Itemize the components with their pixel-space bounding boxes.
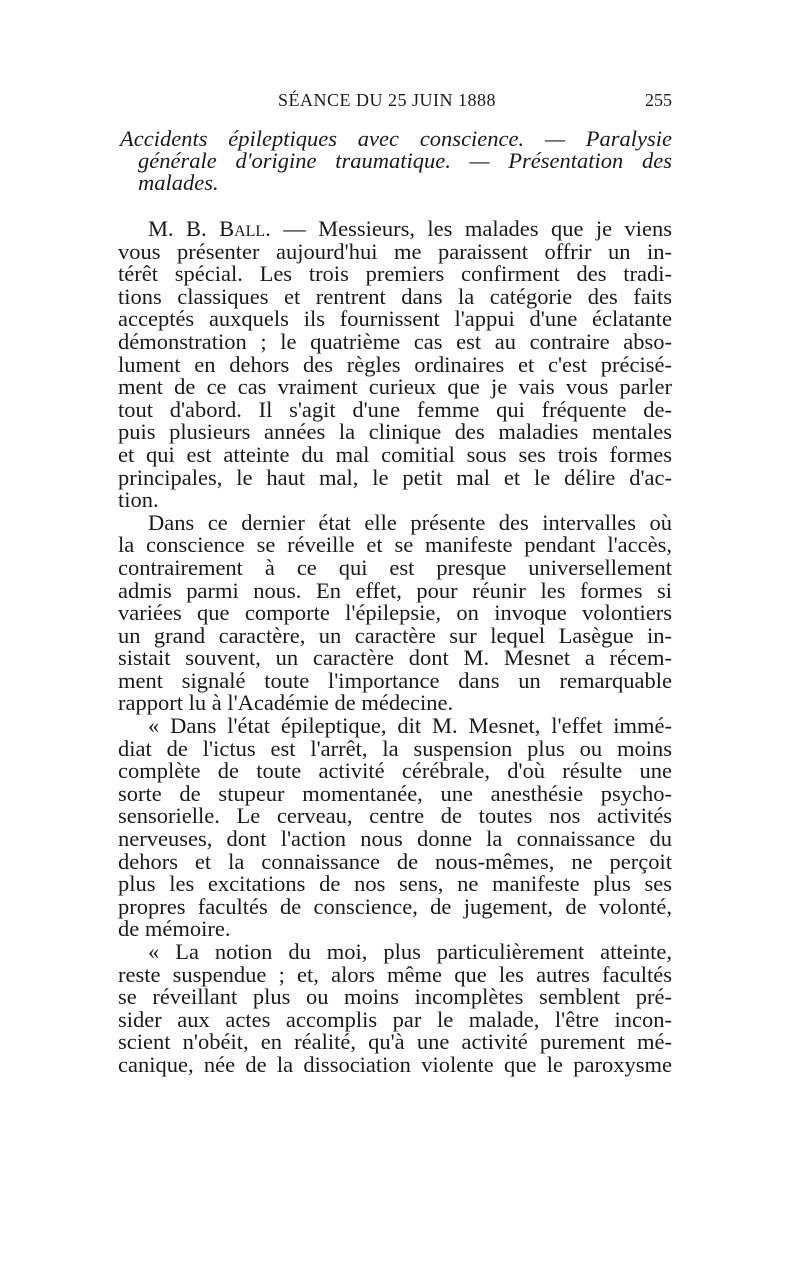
running-head-title: SÉANCE DU 25 JUIN 1888	[278, 90, 496, 110]
text-line: M. B. Ball. — Messieurs, les malades que je viens	[148, 216, 673, 241]
text-line: « La notion du moi, plus particulièrement atteinte,	[148, 939, 672, 964]
section-title-line: générale d'origine traumatique. — Présentation des	[138, 148, 672, 173]
text-line: complète de toute activité cérébrale, d'où résulte une	[118, 758, 672, 784]
section-title-line: malades.	[138, 170, 219, 195]
text-line: se réveillant plus ou moins incomplètes semblent pré-	[118, 984, 672, 1010]
page-number: 255	[645, 90, 672, 110]
text-line: tion.	[118, 487, 159, 513]
text-line: admis parmi nous. En effet, pour réunir les formes si	[118, 577, 672, 603]
text-line: tout d'abord. Il s'agit d'une femme qui fréquente de-	[118, 396, 672, 422]
text-line: démonstration ; le quatrième cas est au contraire abso-	[118, 328, 672, 354]
text-line: reste suspendue ; et, alors même que les autres facultés	[118, 961, 672, 987]
text-line: vous présenter aujourd'hui me paraissent offrir un in-	[118, 238, 672, 264]
text-line: « Dans l'état épileptique, dit M. Mesnet, l'effet immé-	[148, 713, 672, 739]
text-line: contrairement à ce qui est presque universellement	[118, 554, 672, 580]
author-name: Ball	[219, 216, 266, 241]
text-line: principales, le haut mal, le petit mal et le délire d'ac-	[118, 464, 672, 490]
text-line: sorte de stupeur momentanée, une anesthésie psycho-	[118, 780, 672, 806]
text-line: sistait souvent, un caractère dont M. Mesnet a récem-	[118, 645, 672, 671]
text-line: scient n'obéit, en réalité, qu'à une activité purement mé-	[118, 1029, 672, 1055]
text-line: de mémoire.	[118, 916, 231, 942]
text-line: térêt spécial. Les trois premiers confirment des tradi-	[118, 261, 672, 287]
text-line: sider aux actes accomplis par le malade, l'être incon-	[118, 1006, 672, 1032]
text-line: puis plusieurs années la clinique des maladies mentales	[118, 419, 672, 445]
running-head	[118, 90, 672, 116]
section-title-line: Accidents épileptiques avec conscience. — Paralysie	[120, 126, 672, 151]
text-line: rapport lu à l'Académie de médecine.	[118, 690, 454, 716]
page	[118, 90, 672, 1077]
text-line: un grand caractère, un caractère sur lequel Lasègue in-	[118, 622, 672, 648]
paragraph	[118, 715, 672, 941]
text-line: ment de ce cas vraiment curieux que je vais vous parler	[118, 374, 672, 400]
text-line: plus les excitations de nos sens, ne manifeste plus ses	[118, 871, 672, 897]
text-line: nerveuses, dont l'action nous donne la connaissance du	[118, 826, 672, 852]
paragraph	[118, 509, 672, 716]
text-line: propres facultés de conscience, de jugement, de volonté,	[118, 893, 672, 919]
text-line: dehors et la connaissance de nous-mêmes, ne perçoit	[118, 848, 672, 874]
text-line: tions classiques et rentrent dans la catégorie des faits	[118, 283, 672, 309]
section-title	[118, 128, 672, 194]
text-line: canique, née de la dissociation violente que le paroxysme	[118, 1051, 672, 1077]
text-line: lument en dehors des règles ordinaires et c'est précisé-	[118, 351, 672, 377]
text-line: et qui est atteinte du mal comitial sous ses trois formes	[118, 441, 672, 467]
text-line: variées que comporte l'épilepsie, on invoque volontiers	[118, 600, 672, 626]
text-line: acceptés auxquels ils fournissent l'appui d'une éclatante	[118, 306, 672, 332]
paragraph	[118, 941, 672, 1077]
text-line: ment signalé toute l'importance dans un remarquable	[118, 667, 672, 693]
text-line: Dans ce dernier état elle présente des intervalles où	[148, 509, 672, 535]
text-line: diat de l'ictus est l'arrêt, la suspension plus ou moins	[118, 735, 672, 761]
text-line: la conscience se réveille et se manifeste pendant l'accès,	[118, 532, 672, 558]
paragraph	[118, 218, 672, 512]
text-line: sensorielle. Le cerveau, centre de toutes nos activités	[118, 803, 672, 829]
